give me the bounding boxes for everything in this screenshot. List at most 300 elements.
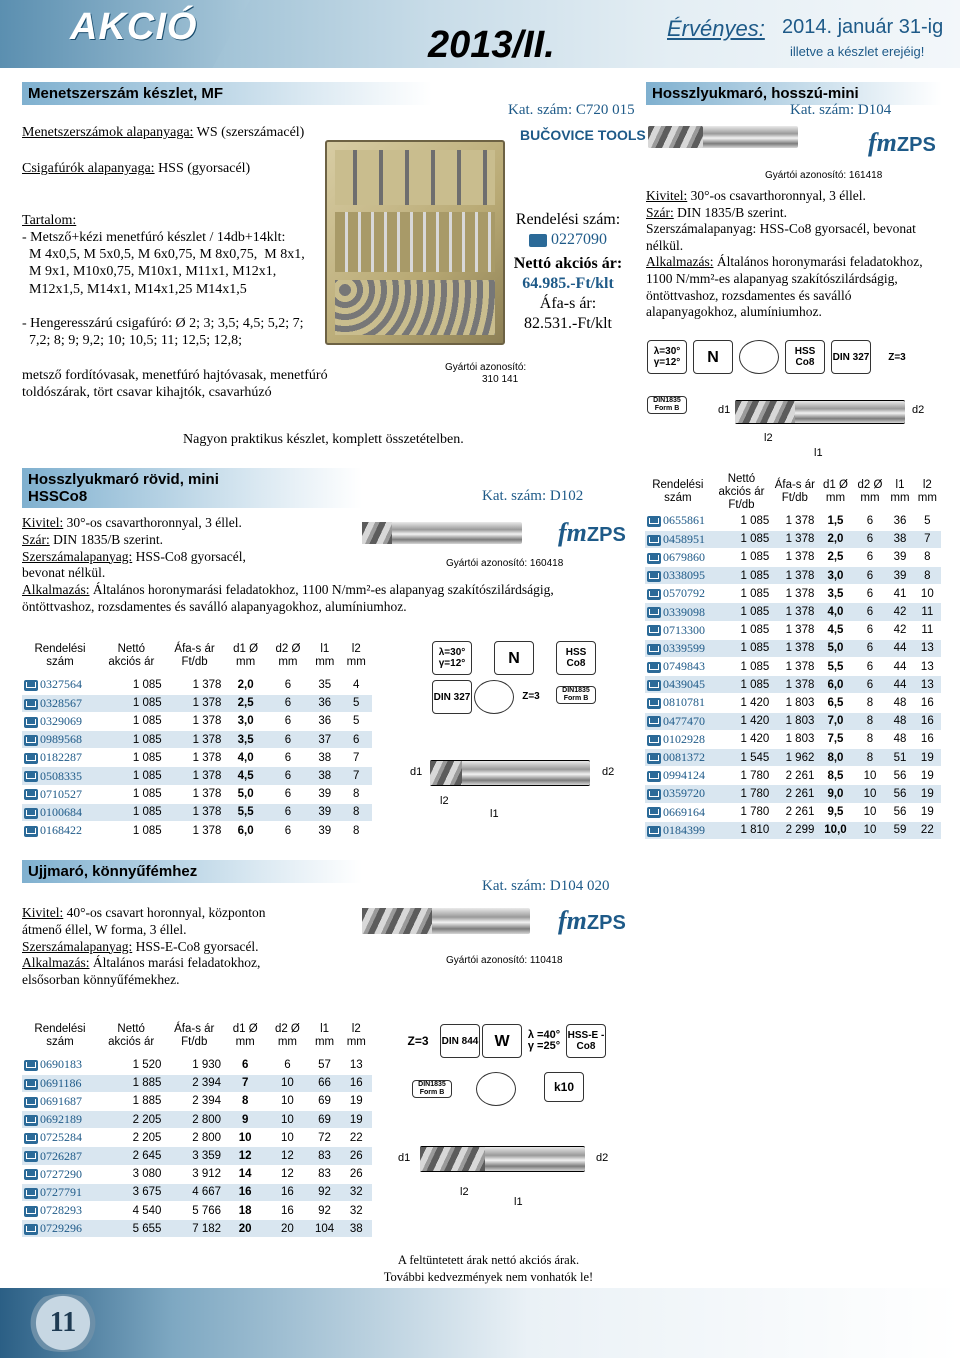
column-header: Rendelési szám [34,1023,86,1048]
cart-icon[interactable] [647,753,661,764]
vat-price-cell: 1 378 [772,530,817,548]
cart-icon[interactable] [647,589,661,600]
sym-din1835: DIN1835 Form B [647,396,687,414]
d1-cell: 18 [224,1202,266,1220]
table-row [22,1202,372,1220]
order-code-cell[interactable]: 0359720 [645,785,711,803]
d1-cell: 1,5 [817,512,853,530]
cart-icon[interactable] [24,1115,38,1126]
issue-number: 2013/II. [428,24,555,66]
vat-price-cell: 1 378 [772,567,817,585]
dim-cell: 19 [341,1092,372,1110]
vat-price-cell: 4 667 [164,1183,224,1201]
d1-cell: 10,0 [817,821,853,839]
dim-cell: 35 [309,676,340,694]
dim-cell: 6 [854,548,887,566]
d1-cell: 7,0 [817,712,853,730]
cart-icon[interactable] [24,753,38,764]
cart-icon[interactable] [24,1169,38,1180]
cart-icon[interactable] [24,1151,38,1162]
order-code-cell[interactable]: 0669164 [645,803,711,821]
dim-cell: 16 [914,730,941,748]
vat-price-cell: 1 378 [772,585,817,603]
fm-zps-logo: fmZPS [558,518,626,547]
short-mill-title: Hosszlyukmaró rövid, mini HSSCo8 [22,468,362,508]
dim-cell: 6 [267,767,309,785]
dim-cell: 8 [854,730,887,748]
sym-din: DIN 844 [440,1024,480,1058]
cart-icon[interactable] [24,1097,38,1108]
ujj-kat: Kat. szám: D104 020 [482,878,610,894]
net-price-cell: 1 085 [98,803,165,821]
dim-cell: 56 [886,767,913,785]
net-price-cell: 1 085 [711,585,773,603]
dim-cell: 92 [309,1202,341,1220]
table-row [645,530,941,548]
table-row [22,767,372,785]
cart-icon[interactable] [24,808,38,819]
dim-cell: 6 [854,603,887,621]
vat-price-cell: 1 803 [772,712,817,730]
cart-icon[interactable] [24,1133,38,1144]
order-code-cell[interactable]: 0508335 [22,767,98,785]
order-code-cell[interactable]: 0810781 [645,694,711,712]
cart-icon[interactable] [647,607,661,618]
dim-cell: 10 [854,821,887,839]
net-price-cell: 1 085 [711,658,773,676]
d1-cell: 9,5 [817,803,853,821]
d1-cell: 6 [224,1056,266,1074]
dim-cell: 10 [266,1074,308,1092]
dim-cell: 8 [854,694,887,712]
sym-section-icon [476,1072,516,1106]
dim-cell: 22 [914,821,941,839]
column-header: Rendelési szám [652,479,704,504]
dim-cell: 41 [886,585,913,603]
cart-icon[interactable] [24,1188,38,1199]
table-row [645,748,941,766]
column-header: l1 mm [890,479,910,504]
long-mill-title: Hosszlyukmaró, hosszú-mini [646,82,942,105]
order-code-cell[interactable]: 0570792 [645,585,711,603]
d1-cell: 4,0 [817,603,853,621]
short-mill-desc: Kivitel: 30°-os csavarthoronnyal, 3 éllel. Szár: DIN 1835/B szerint. Szerszámalapanyag: HSS-Co8 gyorsacél, bevonat nélkül. Alkalmazás: Általános horonymarási feladatokhoz, 1100 N/mm²-es alapanyag szakítószilárdságig, öntöttvashoz, rozsdamentes és saválló alapanyagokhoz, alumíniumhoz. [22,515,554,614]
order-code-cell[interactable]: 0692189 [22,1111,98,1129]
dim-cell: 6 [266,1056,308,1074]
d1-cell: 5,0 [817,639,853,657]
dim-l1: l1 [514,1196,523,1208]
dim-cell: 11 [914,603,941,621]
ujj-desc: Kivitel: 40°-os csavart horonnyal, központon átmenő éllel, W forma, 3 éllel. Szerszámalapanyag: HSS-E-Co8 gyorsacél. Alkalmazás: Általános marási feladatokhoz, elsősorban könnyűfémekhez. [22,905,266,988]
cart-icon[interactable] [647,553,661,564]
dim-cell: 6 [854,530,887,548]
net-price-cell: 1 085 [98,767,165,785]
sym-n: N [693,340,733,374]
cart-icon[interactable] [647,680,661,691]
column-header: Áfa-s ár Ft/db [174,643,215,668]
dim-cell: 10 [266,1111,308,1129]
vat-price-cell: 1 378 [772,603,817,621]
vat-price-cell: 2 261 [772,785,817,803]
dim-l1: l1 [814,447,823,459]
d1-cell: 2,5 [224,694,266,712]
sym-din1835: DIN1835 Form B [556,686,596,704]
table-row [22,1183,372,1201]
dim-cell: 10 [266,1092,308,1110]
vat-price-cell: 1 378 [165,694,225,712]
order-code-cell[interactable]: 0477470 [645,712,711,730]
order-code-cell[interactable]: 0168422 [22,822,98,840]
dim-cell: 48 [886,694,913,712]
page-number: 11 [18,1294,108,1352]
dim-cell: 10 [854,803,887,821]
ujj-mfr: Gyártói azonosító: 110418 [446,955,563,966]
order-code-cell[interactable]: 0726287 [22,1147,98,1165]
cart-icon[interactable] [24,771,38,782]
table-row [645,548,941,566]
cart-icon[interactable] [24,699,38,710]
dim-cell: 20 [266,1220,308,1238]
vat-price-cell: 1 378 [772,621,817,639]
d1-cell: 10 [224,1129,266,1147]
net-price-cell: 1 420 [711,694,773,712]
dim-cell: 12 [266,1147,308,1165]
dim-cell: 6 [854,567,887,585]
column-header: d1 Ø mm [233,643,259,668]
dim-cell: 39 [309,822,340,840]
dim-l2: l2 [440,795,449,807]
dim-cell: 10 [914,585,941,603]
table-row [645,658,941,676]
tap-order-block: Rendelési szám: 0227090 Nettó akciós ár: 64.985.-Ft/klt Áfa-s ár: 82.531.-Ft/klt [513,211,623,332]
long-mill-desc: Kivitel: 30°-os csavarthoronnyal, 3 éllel. Szár: DIN 1835/B szerint. Szerszámalapanyag: HSS-Co8 gyorsacél, bevonat nélkül. Alkalmazás: Általános horonymarási feladatokhoz, 1100 N/mm²-es alapanyag szakítószilárdságig, öntöttvashoz, rozsdamentes és saválló alapanyagokhoz, alumíniumhoz. [646,188,923,320]
net-price-cell: 1 085 [98,676,165,694]
dim-cell: 6 [854,676,887,694]
cart-icon[interactable] [647,516,661,527]
order-code-cell[interactable]: 0989568 [22,731,98,749]
contents-line: - Metsző+kézi menetfúró készlet / 14db+14klt: [22,230,286,245]
cart-icon[interactable] [24,717,38,728]
footer-note: A feltüntetett árak nettó akciós árak. További kedvezmények nem vonhatók le! [383,1253,594,1284]
vat-price-cell: 1 803 [772,694,817,712]
cart-icon[interactable] [647,789,661,800]
net-price-cell: 1 085 [711,639,773,657]
dim-cell: 56 [886,803,913,821]
vat-price-cell: 7 182 [164,1220,224,1238]
dim-cell: 51 [886,748,913,766]
table-row [22,712,372,730]
tap-mfr-label: Gyártói azonosító: [445,362,527,373]
dim-d2: d2 [912,404,925,416]
cart-icon[interactable] [647,625,661,636]
sym-k10: k10 [544,1072,584,1102]
table-row [645,785,941,803]
dim-d1: d1 [410,766,423,778]
d1-cell: 3,5 [224,731,266,749]
cart-icon[interactable] [24,735,38,746]
long-mill-photo [648,126,798,148]
order-code-cell[interactable]: 0713300 [645,621,711,639]
net-price-cell: 1 545 [711,748,773,766]
column-header: d2 Ø mm [275,643,301,668]
d1-cell: 20 [224,1220,266,1238]
order-code-cell[interactable]: 0327564 [22,676,98,694]
net-price-cell: 1 085 [98,694,165,712]
sym-angle: λ=30° γ=12° [647,340,687,374]
order-code-cell[interactable]: 0184399 [645,821,711,839]
order-code-cell[interactable]: 0691186 [22,1074,98,1092]
cart-icon[interactable] [647,716,661,727]
vat-price-cell: 3 912 [164,1165,224,1183]
cart-icon[interactable] [647,698,661,709]
order-code-cell[interactable]: 0725284 [22,1129,98,1147]
contents-line: M 4x0,5, M 5x0,5, M 6x0,75, M 8x0,75, M 8x1, [22,247,305,263]
vat-price-cell: 3 359 [164,1147,224,1165]
long-mill-table [645,472,941,840]
cart-icon[interactable] [24,680,38,691]
vat-price-cell: 1 378 [772,658,817,676]
vat-price-cell: 2 299 [772,821,817,839]
table-row [22,694,372,712]
dim-cell: 10 [266,1129,308,1147]
vat-price-cell: 1 378 [772,512,817,530]
d1-cell: 4,0 [224,749,266,767]
table-row [645,694,941,712]
table-row [22,822,372,840]
net-price-cell: 2 205 [98,1129,164,1147]
dim-d1: d1 [718,404,731,416]
sym-hss: HSS Co8 [785,340,825,374]
cart-icon[interactable] [647,735,661,746]
order-label: Rendelési szám: [515,211,621,228]
vat-price-cell: 1 378 [165,712,225,730]
table-row [645,621,941,639]
cart-icon[interactable] [647,826,661,837]
cart-icon[interactable] [24,826,38,837]
cart-icon[interactable] [24,1224,38,1235]
sym-section-icon [474,680,514,714]
d1-cell: 5,5 [224,803,266,821]
net-price-cell: 1 085 [98,785,165,803]
sym-angle: λ =40° γ =25° [524,1024,564,1058]
d1-cell: 6,0 [817,676,853,694]
dim-l2: l2 [460,1186,469,1198]
vat-price-cell: 1 378 [165,803,225,821]
dim-cell: 8 [914,567,941,585]
d1-cell: 2,5 [817,548,853,566]
net-price-cell: 1 085 [711,621,773,639]
column-header: d1 Ø mm [232,1023,258,1048]
order-code-cell[interactable]: 0338095 [645,567,711,585]
net-price-cell: 2 645 [98,1147,164,1165]
order-code-cell[interactable]: 0329069 [22,712,98,730]
cart-icon[interactable] [24,1079,38,1090]
column-header: l2 mm [346,1023,366,1048]
table-row [645,585,941,603]
order-code-cell[interactable]: 0328567 [22,694,98,712]
order-code-cell[interactable]: 0749843 [645,658,711,676]
table-row [645,803,941,821]
table-row [645,603,941,621]
cart-icon[interactable] [24,1060,38,1071]
dim-cell: 39 [886,548,913,566]
dim-cell: 6 [341,731,373,749]
column-header: l2 mm [917,479,937,504]
column-header: d2 Ø mm [857,479,883,504]
dim-cell: 44 [886,658,913,676]
table-row [645,512,941,530]
dim-cell: 39 [309,803,340,821]
order-code-cell[interactable]: 0679860 [645,548,711,566]
valid-label: Érvényes: [667,16,765,41]
tap-order-code[interactable]: 0227090 [512,230,624,250]
order-code-cell[interactable]: 0727791 [22,1183,98,1201]
dim-cell: 16 [266,1202,308,1220]
sym-z3: Z=3 [398,1024,438,1058]
cart-icon[interactable] [647,807,661,818]
dim-cell: 38 [309,749,340,767]
net-price-cell: 2 205 [98,1111,164,1129]
tap-contents-label: Tartalom: [22,213,77,228]
table-row [22,749,372,767]
cart-icon[interactable] [647,771,661,782]
table-row [22,1147,372,1165]
order-code-cell[interactable]: 0081372 [645,748,711,766]
order-code-cell[interactable]: 0339599 [645,639,711,657]
net-price-cell: 1 520 [98,1056,164,1074]
ujj-photo [362,908,530,934]
cart-icon[interactable] [647,571,661,582]
dim-d2: d2 [596,1152,609,1164]
net-price-cell: 1 780 [711,785,773,803]
dim-cell: 12 [266,1165,308,1183]
dim-cell: 8 [341,803,373,821]
net-price-cell: 1 085 [711,676,773,694]
dim-cell: 104 [309,1220,341,1238]
d1-cell: 3,0 [224,712,266,730]
net-price-cell: 1 810 [711,821,773,839]
dim-cell: 5 [341,712,373,730]
d1-cell: 6,0 [224,822,266,840]
order-code-cell[interactable]: 0691687 [22,1092,98,1110]
dim-cell: 44 [886,676,913,694]
dim-cell: 36 [309,712,340,730]
table-row [22,1111,372,1129]
d1-cell: 3,5 [817,585,853,603]
column-header: l1 mm [314,1023,335,1048]
table-row [22,785,372,803]
order-code-cell[interactable]: 0729296 [22,1220,98,1238]
order-code-cell[interactable]: 0339098 [645,603,711,621]
dim-cell: 32 [341,1183,372,1201]
table-row [22,1220,372,1238]
dim-cell: 48 [886,730,913,748]
sym-section-icon [739,340,779,374]
fm-zps-logo: fmZPS [868,128,936,157]
dim-cell: 59 [886,821,913,839]
dim-cell: 6 [267,749,309,767]
akcio-title: AKCIÓ [70,6,198,48]
net-price-cell: 1 085 [711,512,773,530]
dim-cell: 8 [341,785,373,803]
vat-price-cell: 2 394 [164,1074,224,1092]
dim-cell: 19 [914,785,941,803]
dim-cell: 16 [914,694,941,712]
long-mill-mfr: Gyártói azonosító: 161418 [765,170,883,181]
vat-price-cell: 1 803 [772,730,817,748]
dim-cell: 13 [914,676,941,694]
dim-cell: 6 [854,658,887,676]
sym-n: N [494,641,534,675]
column-header: Nettó akciós ár Ft/db [718,472,765,511]
dim-cell: 6 [267,712,309,730]
vat-price-cell: 2 800 [164,1129,224,1147]
footer-bar [0,1288,960,1358]
vat-price-cell: 1 378 [165,676,225,694]
order-code-cell[interactable]: 0994124 [645,767,711,785]
dim-cell: 56 [886,785,913,803]
order-code-cell[interactable]: 0728293 [22,1202,98,1220]
cart-icon[interactable] [24,1206,38,1217]
cart-icon[interactable] [647,535,661,546]
d1-cell: 4,5 [817,621,853,639]
dim-cell: 26 [341,1165,372,1183]
order-code-cell[interactable]: 0690183 [22,1056,98,1074]
order-code-cell[interactable]: 0655861 [645,512,711,530]
d1-cell: 3,0 [817,567,853,585]
order-code-cell[interactable]: 0710527 [22,785,98,803]
table-row [645,730,941,748]
vat-price-cell: 1 378 [165,767,225,785]
tap-contents [22,229,328,401]
order-code-cell[interactable]: 0102928 [645,730,711,748]
valid-date: 2014. január 31-ig [782,16,944,38]
dim-cell: 57 [309,1056,341,1074]
vat-price-cell: 2 800 [164,1111,224,1129]
column-header: Nettó akciós ár [108,643,155,668]
cart-icon[interactable] [647,662,661,673]
dim-cell: 6 [267,676,309,694]
dim-cell: 83 [309,1147,341,1165]
d1-cell: 5,5 [817,658,853,676]
net-price-cell: 1 085 [98,822,165,840]
contents-line: toldószárak, tört csavar kihajtók, csavarhúzó [22,384,272,400]
order-code-cell[interactable]: 0439045 [645,676,711,694]
net-price-cell: 3 675 [98,1183,164,1201]
dim-cell: 8 [854,748,887,766]
short-mill-kat: Kat. szám: D102 [482,488,584,504]
cart-icon[interactable] [529,234,547,247]
cart-icon[interactable] [24,789,38,800]
vat-price-cell: 1 378 [165,822,225,840]
contents-line [22,298,328,315]
vat-price-cell: 1 378 [772,676,817,694]
ujj-drawing [420,1146,585,1172]
order-code-cell[interactable]: 0100684 [22,803,98,821]
vat-price-cell: 1 962 [772,748,817,766]
order-code-cell[interactable]: 0727290 [22,1165,98,1183]
order-code-cell[interactable]: 0182287 [22,749,98,767]
net-price-cell: 1 885 [98,1092,164,1110]
tap-set-title: Menetszerszám készlet, MF [22,82,432,105]
cart-icon[interactable] [647,644,661,655]
vat-price-cell: 1 378 [772,639,817,657]
d1-cell: 8 [224,1092,266,1110]
dim-cell: 48 [886,712,913,730]
order-code-cell[interactable]: 0458951 [645,530,711,548]
table-row [22,1092,372,1110]
dim-cell: 7 [341,749,373,767]
